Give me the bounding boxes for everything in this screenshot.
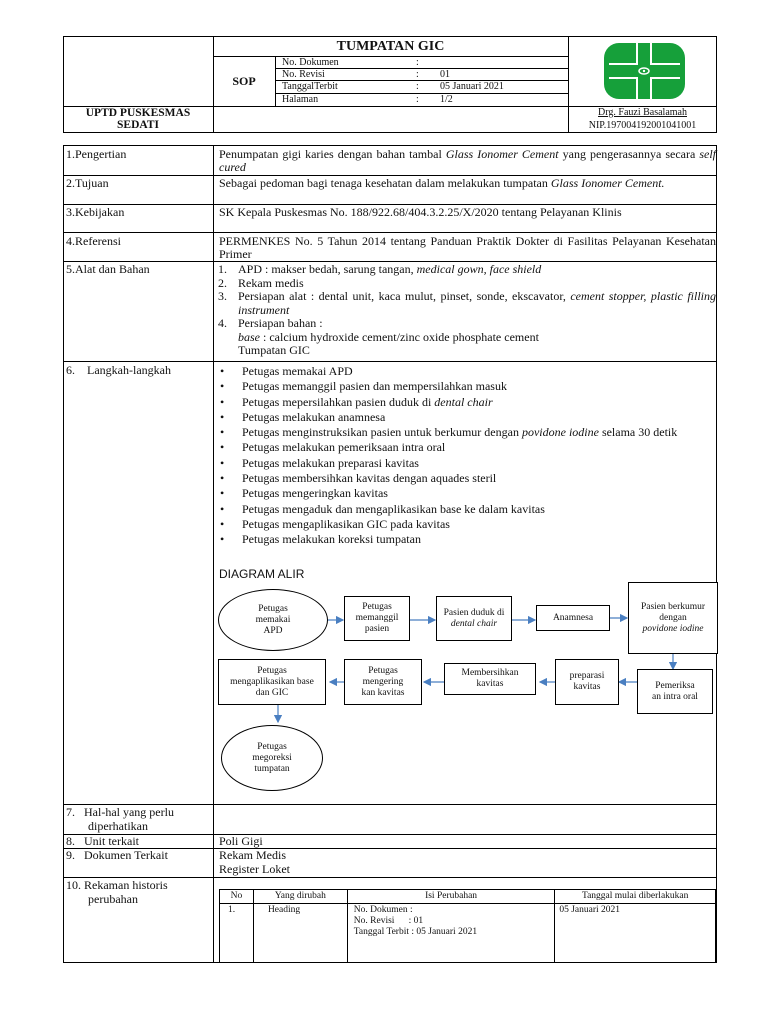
list-item: 4. Persiapan bahan : [218,316,323,330]
table-row [220,904,716,963]
doc-field-sep: : [416,94,419,105]
diagram-title: DIAGRAM ALIR [219,567,305,581]
signer-nip: NIP.197004192001041001 [588,120,697,131]
list-item: • Petugas mepersilahkan pasien duduk di dental chair [220,394,493,409]
doc-field-label: Halaman [282,94,319,105]
table-divider [63,361,717,362]
section-text: Register Loket [219,862,290,876]
table-cell: 05 Januari 2021 [555,904,716,963]
section-text: Penumpatan gigi karies dengan bahan tambal Glass Ionomer Cement yang pengerasannya secara self cured [219,147,716,174]
section-label: diperhatikan [88,819,148,833]
header-divider [568,36,569,133]
table-divider [63,232,717,233]
header-divider [213,56,568,57]
puskesmas-logo-icon [603,40,686,102]
flow-node-end: Petugas megoreksi tumpatan [221,725,323,791]
table-header: Tanggal mulai diberlakukan [555,890,716,904]
sop-label: SOP [232,74,256,88]
flow-node: Membersihkan kavitas [444,663,536,695]
list-item: • Petugas memanggil pasien dan mempersilahkan masuk [220,379,507,394]
steps-list [218,364,716,548]
list-item: • Petugas mengaplikasikan GIC pada kavitas [220,516,450,531]
revision-history-table [219,889,716,963]
list-item: • Petugas mengeringkan kavitas [220,486,388,501]
list-item: base : calcium hydroxide cement/zinc oxide phosphate cement [238,329,539,344]
flow-node: Anamnesa [536,605,610,631]
table-header: Yang dirubah [253,890,347,904]
table-cell: Heading [253,904,347,963]
list-item: • Petugas melakukan preparasi kavitas [220,455,419,470]
section-label: perubahan [88,892,138,906]
flow-node: Petugas memanggil pasien [344,596,410,641]
materials-list [218,263,716,358]
doc-field-value: 1/2 [440,94,453,105]
flow-node: Pemeriksa an intra oral [637,669,713,714]
header-divider [275,93,568,94]
list-item: • Petugas melakukan pemeriksaan intra oral [220,440,446,455]
doc-field-sep: : [416,57,419,68]
flow-node: Petugas mengering kan kavitas [344,659,422,705]
list-item: • Petugas membersihkan kavitas dengan aquades steril [220,471,497,486]
section-label: 2.Tujuan [66,176,109,190]
list-item: • Petugas melakukan anamnesa [220,409,386,424]
table-cell [347,904,555,963]
section-text: Rekam Medis [219,848,286,862]
table-header-row [220,890,716,904]
list-item: 3. Persiapan alat : dental unit, kaca mulut, pinset, sonde, ekscavator, cement stopper, plastic filling instrument [218,289,716,317]
list-item: 1. APD : makser bedah, sarung tangan, medical gown, face shield [218,262,542,276]
list-item: • Petugas melakukan koreksi tumpatan [220,532,421,547]
org-name: UPTD PUSKESMAS [85,107,191,119]
section-label: 3.Kebijakan [66,205,125,219]
table-cell: 1. [220,904,254,963]
section-label: 9. Dokumen Terkait [66,848,168,862]
section-text: PERMENKES No. 5 Tahun 2014 tentang Panduan Praktik Dokter di Fasilitas Pelayanan Kesehatan Primer [219,234,716,261]
signer-name: Drg. Fauzi Basalamah [598,107,687,118]
table-header: No [220,890,254,904]
document-title: TUMPATAN GIC [336,39,445,54]
cell-line: Tanggal Terbit : 05 Januari 2021 [353,927,478,937]
doc-field-sep: : [416,81,419,92]
flow-node: Pasien berkumur dengan povidone iodine [628,582,718,654]
cell-line: No. Dokumen : [353,905,413,915]
table-divider [63,834,717,835]
section-label: 7. Hal-hal yang perlu [66,805,174,819]
list-item: • Petugas mengaduk dan mengaplikasikan base ke dalam kavitas [220,501,545,516]
flow-node: preparasi kavitas [555,659,619,705]
section-text: SK Kepala Puskesmas No. 188/922.68/404.3.2.25/X/2020 tentang Pelayanan Klinis [219,205,622,219]
table-divider [213,145,214,963]
doc-field-value: 01 [440,69,450,80]
header-divider [275,56,276,106]
cell-line: No. Revisi : 01 [353,916,424,926]
doc-field-label: No. Dokumen [282,57,339,68]
section-label: 4.Referensi [66,234,121,248]
list-item: 2. Rekam medis [218,275,304,290]
flow-node-start: Petugas memakai APD [218,589,328,651]
doc-field-label: No. Revisi [282,69,325,80]
list-item: • Petugas memakai APD [220,364,353,378]
doc-field-sep: : [416,69,419,80]
flow-node: Petugas mengaplikasikan base dan GIC [218,659,326,705]
section-text: Sebagai pedoman bagi tenaga kesehatan dalam melakukan tumpatan Glass Ionomer Cement. [219,176,665,190]
org-name: SEDATI [117,119,159,131]
doc-field-value: 05 Januari 2021 [440,81,504,92]
flow-node: Pasien duduk di dental chair [436,596,512,641]
list-item: Tumpatan GIC [238,343,310,357]
section-label: 8. Unit terkait [66,834,139,848]
section-text: Poli Gigi [219,834,263,848]
doc-field-label: TanggalTerbit [282,81,338,92]
section-label: 6. Langkah-langkah [66,363,171,377]
section-label: 1.Pengertian [66,147,127,161]
section-label: 5.Alat dan Bahan [66,262,150,276]
list-item: • Petugas menginstruksikan pasien untuk berkumur dengan povidone iodine selama 30 detik [220,425,678,440]
table-header: Isi Perubahan [347,890,555,904]
section-label: 10. Rekaman historis [66,878,168,892]
